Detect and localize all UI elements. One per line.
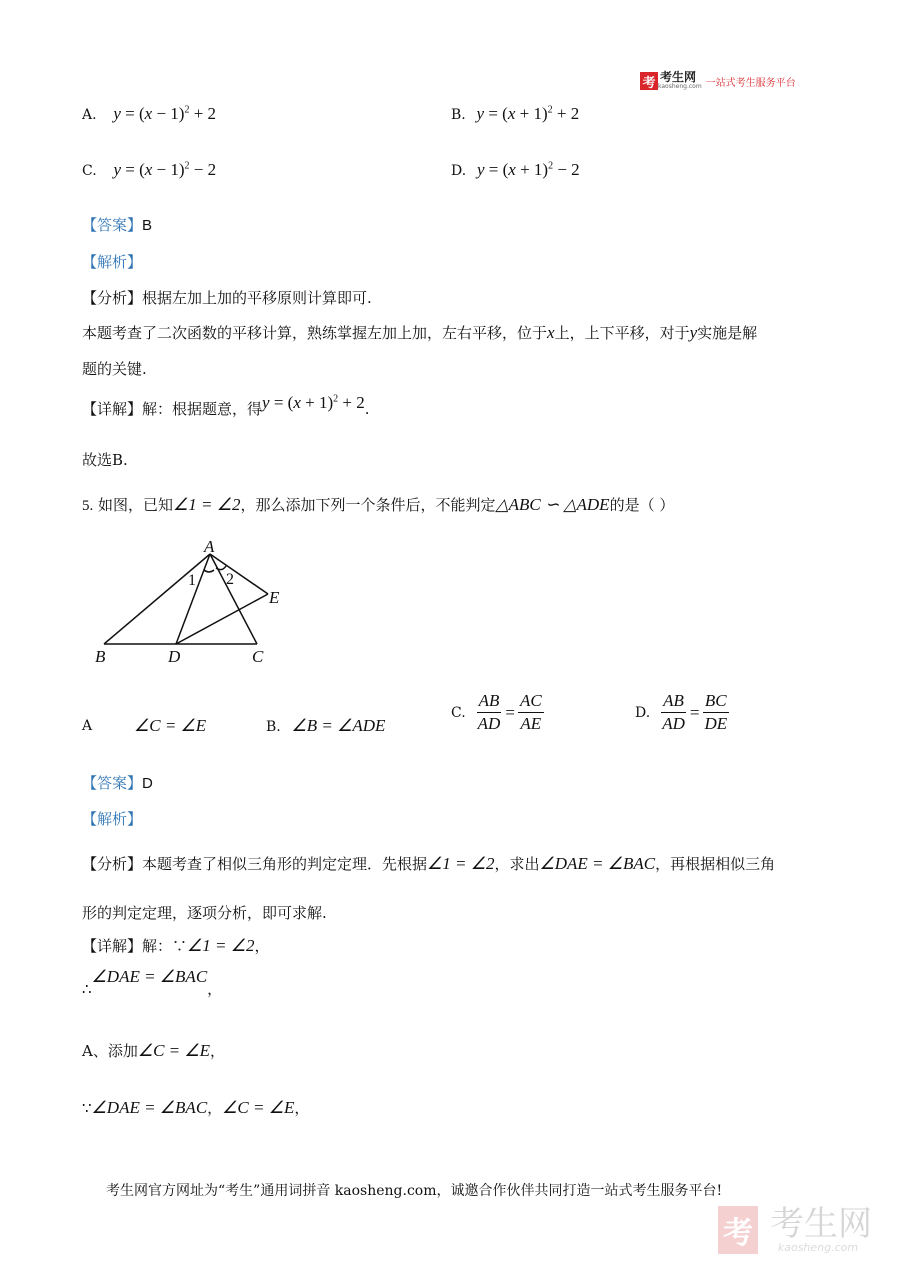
detail-expr: $y = (x + 1)^2 + 2$ bbox=[262, 393, 365, 412]
q5-option-b: B. ∠B = ∠ADE bbox=[266, 716, 386, 735]
segment-ac bbox=[210, 554, 257, 644]
segment-de bbox=[176, 594, 268, 644]
q4-option-d bbox=[451, 160, 580, 180]
q4-option-a bbox=[82, 104, 216, 124]
option-expr: $y = (x - 1)^2 + 2$ bbox=[113, 104, 217, 123]
q5-option-d: D. $\frac{AB}{AD}$ = $\frac{BC}{DE}$ bbox=[635, 691, 728, 733]
fraction: $\frac{BC}{DE}$ bbox=[704, 691, 728, 733]
q4-analysis-tag: 【解析】 bbox=[82, 253, 143, 271]
option-expr: $y = (x + 1)^2 + 2$ bbox=[476, 104, 580, 123]
option-expr: $y = (x + 1)^2 - 2$ bbox=[476, 160, 580, 179]
logo-slogan: 一站式考生服务平台 bbox=[705, 77, 796, 89]
option-label: D. bbox=[451, 163, 467, 179]
q4-option-b bbox=[451, 104, 579, 124]
label-angle-1: 1 bbox=[188, 572, 196, 589]
header-logo bbox=[640, 72, 796, 90]
q4-option-c bbox=[82, 160, 216, 180]
footer-text: 考生网官方网址为“考生”通用词拼音 kaosheng.com，诚邀合作伙伴共同打造一站式考生服务平台! bbox=[106, 1183, 723, 1199]
q5-figure bbox=[92, 532, 302, 672]
q5-option-a: A bbox=[82, 718, 93, 734]
angle-1-arc bbox=[204, 570, 214, 572]
label-angle-2: 2 bbox=[226, 571, 234, 588]
q4-fenxi bbox=[82, 287, 372, 308]
q5-option-c: C. $\frac{AB}{AD}$ = $\frac{AC}{AE}$ bbox=[451, 691, 542, 733]
q5-case-a: A、添加∠C = ∠E， bbox=[82, 1041, 226, 1060]
fenxi-tag: 【分析】 bbox=[82, 289, 143, 307]
watermark bbox=[718, 1203, 872, 1254]
logo-mark-icon: 考 bbox=[640, 72, 658, 90]
logo-domain: kaosheng.com bbox=[658, 83, 702, 90]
q5-fenxi: 【分析】本题考查了相似三角形的判定定理．先根据∠1 = ∠2，求出∠DAE = ∠BAC，再根据相似三角 bbox=[82, 854, 776, 873]
label-d: D bbox=[168, 647, 181, 666]
answer-value: B bbox=[142, 217, 153, 234]
fraction: $\frac{AB}{AD}$ bbox=[477, 691, 501, 733]
watermark-name: 考生网 bbox=[770, 1203, 872, 1244]
fraction: $\frac{AC}{AE}$ bbox=[519, 691, 542, 733]
fraction: $\frac{AB}{AD}$ bbox=[662, 691, 685, 733]
q5-analysis-tag: 【解析】 bbox=[82, 810, 143, 828]
q5-stem: 5. 如图，已知∠1 = ∠2，那么添加下列一个条件后，不能判定△ABC ∽ △ADE的是（ ） bbox=[82, 495, 675, 514]
option-label: B. bbox=[451, 107, 466, 123]
fenxi-text: 根据左加上加的平移原则计算即可. bbox=[142, 289, 372, 307]
segment-ae bbox=[210, 554, 268, 594]
watermark-mark-icon: 考 bbox=[718, 1206, 758, 1254]
option-expr: $y = (x - 1)^2 - 2$ bbox=[113, 160, 217, 179]
label-e: E bbox=[269, 588, 280, 607]
label-a: A bbox=[204, 537, 215, 556]
q4-para1-cont: 题的关键. bbox=[82, 360, 147, 378]
question-number: 5. bbox=[82, 498, 94, 514]
watermark-domain: kaosheng.com bbox=[777, 1240, 859, 1254]
q5-option-a-expr: ∠C = ∠E bbox=[134, 716, 207, 735]
q4-answer bbox=[82, 214, 152, 235]
q5-because: ∵∠DAE = ∠BAC，∠C = ∠E， bbox=[82, 1098, 310, 1117]
label-b: B bbox=[95, 647, 106, 666]
segment-ab bbox=[104, 554, 210, 644]
q4-conclusion: 故选B. bbox=[82, 451, 128, 469]
label-c: C bbox=[252, 647, 264, 666]
q5-detail: 【详解】解：∵∠1 = ∠2， bbox=[82, 936, 270, 955]
logo-name: 考生网 bbox=[660, 70, 697, 84]
q5-answer: 【答案】D bbox=[82, 774, 153, 792]
option-label: C. bbox=[82, 163, 97, 179]
q5-fenxi-cont: 形的判定定理，逐项分析，即可求解. bbox=[82, 904, 327, 922]
q5-therefore: ∴∠DAE = ∠BAC， bbox=[82, 967, 223, 998]
option-label: A. bbox=[82, 107, 97, 123]
q4-para1: 本题考查了二次函数的平移计算，熟练掌握左加上加，左右平移，位于x上，上下平移，对于y实施是解 bbox=[82, 323, 758, 342]
q4-detail: 【详解】解：根据题意，得$y = (x + 1)^2 + 2$. bbox=[82, 393, 370, 418]
answer-tag: 【答案】 bbox=[82, 216, 143, 234]
